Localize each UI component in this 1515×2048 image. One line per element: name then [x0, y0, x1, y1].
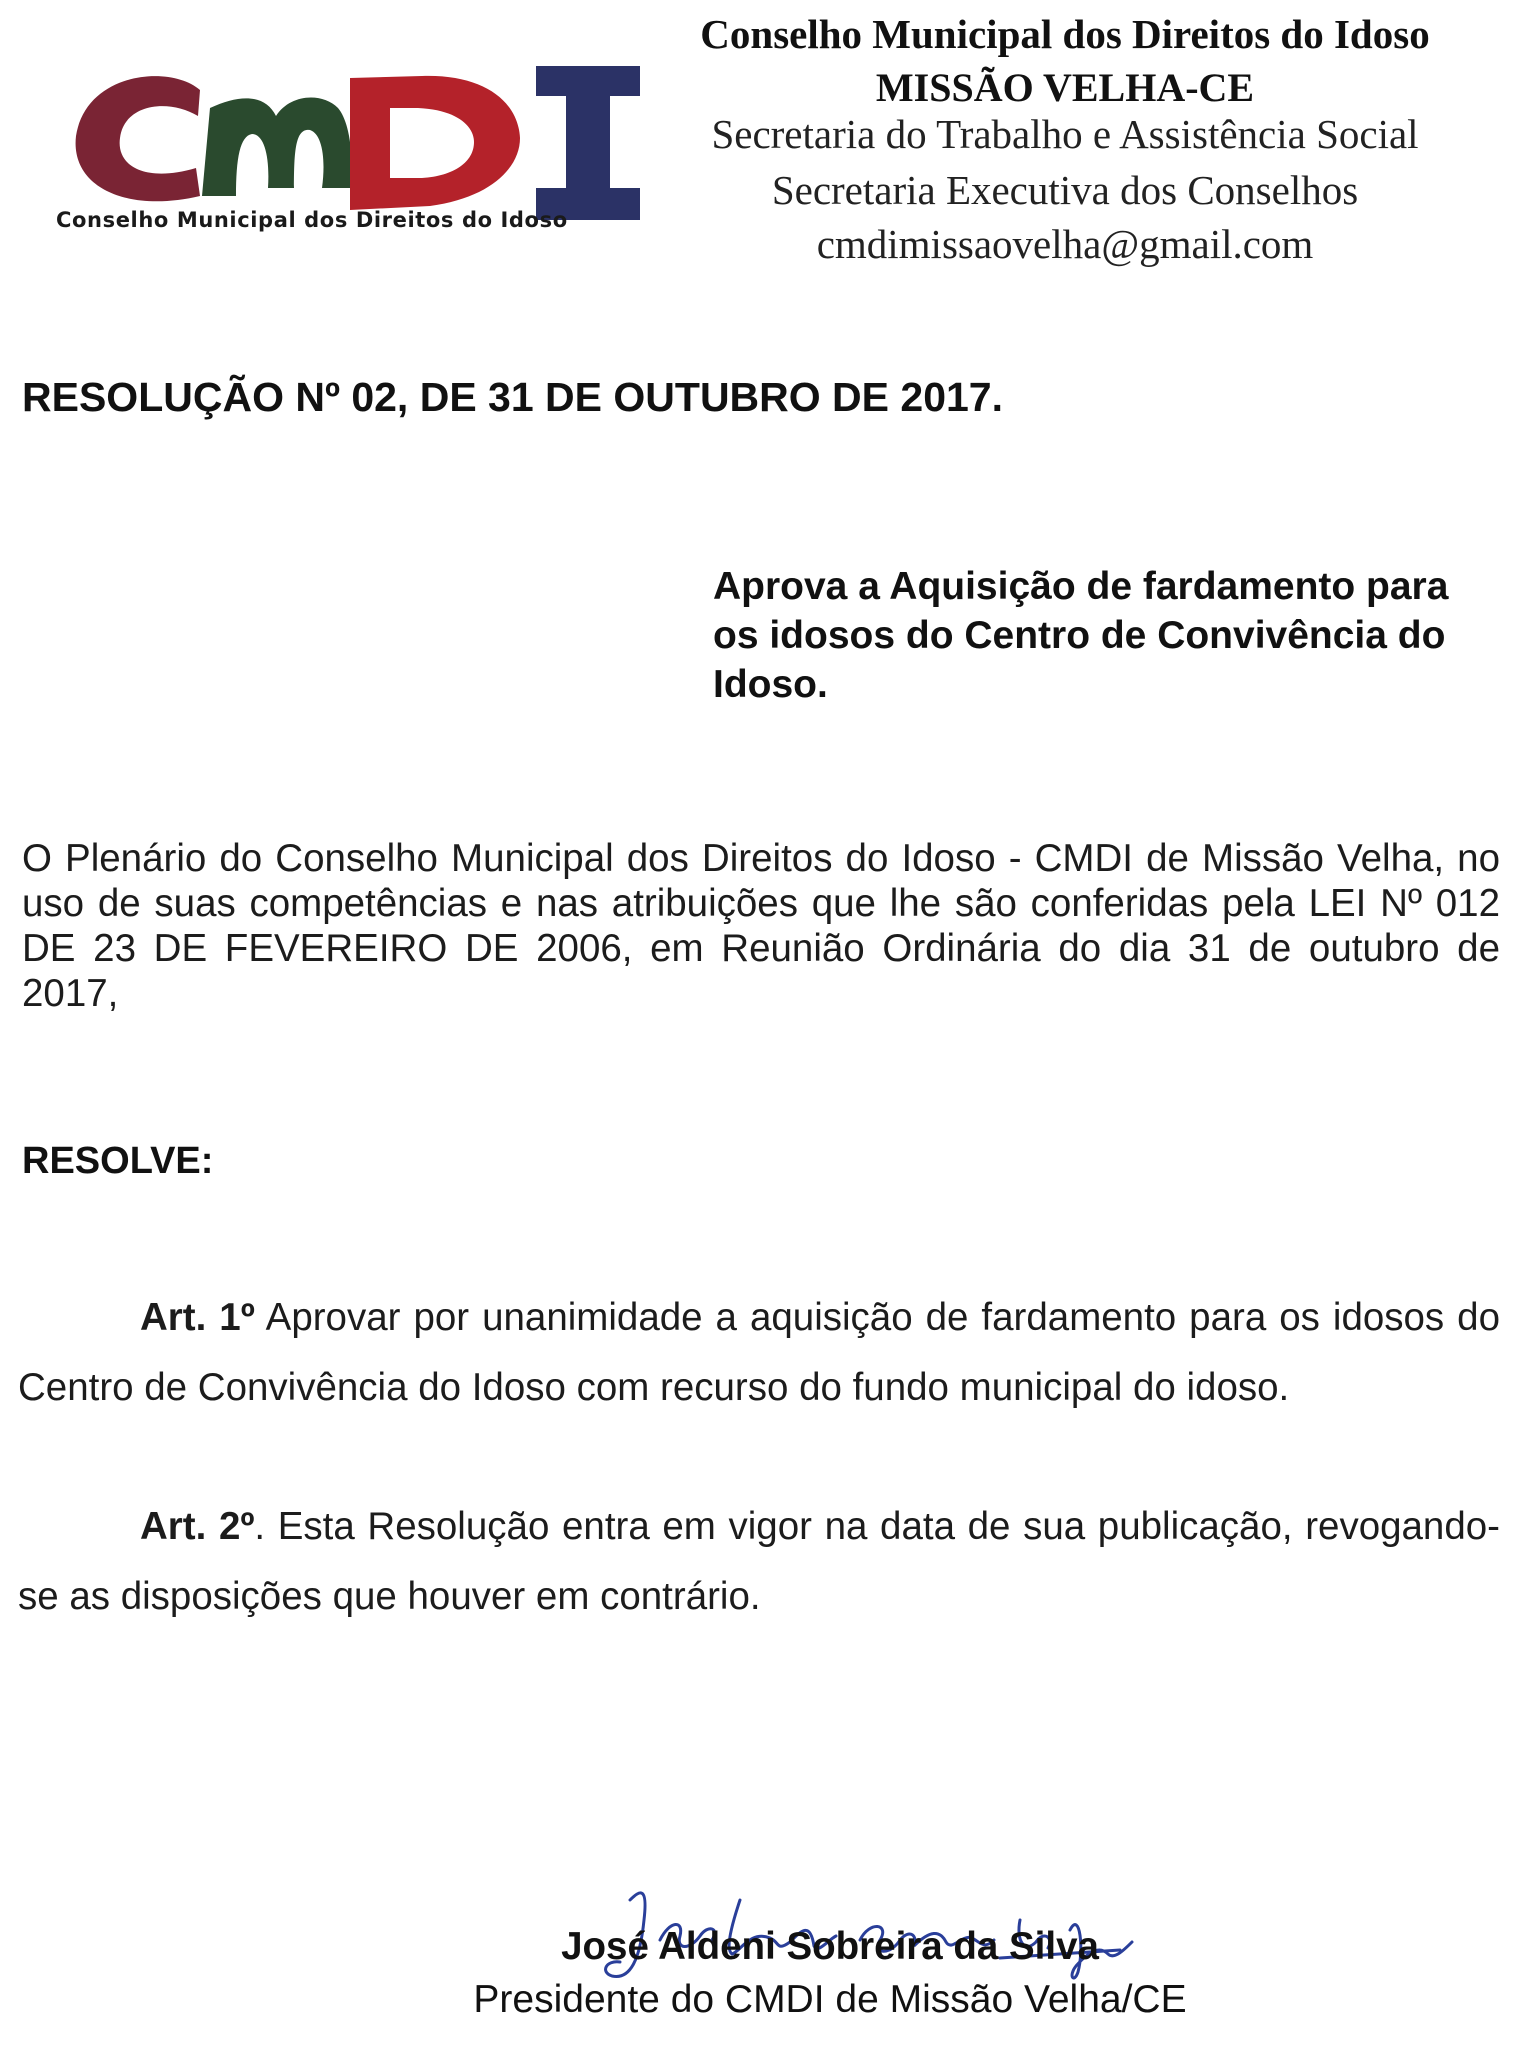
resolution-preamble: O Plenário do Conselho Municipal dos Direitos do Idoso - CMDI de Missão Velha, no uso de suas competências e nas atribuições que lhe são conferidas pela LEI Nº 012 DE 23 DE FEVEREIRO DE 2006, em Reunião Ordinária do dia 31 de outubro de 2017,	[22, 837, 1500, 1015]
council-city: MISSÃO VELHA-CE	[875, 65, 1255, 110]
article-2	[18, 1492, 1500, 1632]
logo-caption: Conselho Municipal dos Direitos do Idoso	[56, 208, 568, 232]
resolution-title: RESOLUÇÃO Nº 02, DE 31 DE OUTUBRO DE 2017.	[22, 374, 1003, 420]
article-1-text: Aprovar por unanimidade a aquisição de fardamento para os idosos do Centro de Convivência do Idoso com recurso do fundo municipal do idoso.	[18, 1296, 1500, 1409]
resolution-ementa: Aprova a Aquisição de fardamento para os idosos do Centro de Convivência do Idoso.	[713, 565, 1449, 706]
logo-letter-d	[350, 76, 520, 210]
signer-role: Presidente do CMDI de Missão Velha/CE	[473, 1978, 1187, 2021]
logo-letter-i	[536, 66, 640, 220]
logo-letter-c	[76, 76, 200, 201]
article-2-text: . Esta Resolução entra em vigor na data de sua publicação, revogando-se as disposições que houver em contrário.	[18, 1505, 1500, 1618]
article-1	[18, 1283, 1500, 1423]
secretaria-executiva: Secretaria Executiva dos Conselhos	[771, 167, 1359, 213]
contact-email: cmdimissaovelha@gmail.com	[816, 221, 1314, 267]
logo-letter-m	[202, 98, 352, 196]
secretaria-trabalho: Secretaria do Trabalho e Assistência Social	[711, 111, 1419, 157]
article-1-label: Art. 1º	[140, 1296, 255, 1339]
council-title: Conselho Municipal dos Direitos do Idoso	[700, 11, 1430, 57]
signer-name: José Aldeni Sobreira da Silva	[561, 1925, 1099, 1968]
resolve-heading: RESOLVE:	[22, 1140, 214, 1182]
article-2-label: Art. 2º	[140, 1505, 255, 1548]
